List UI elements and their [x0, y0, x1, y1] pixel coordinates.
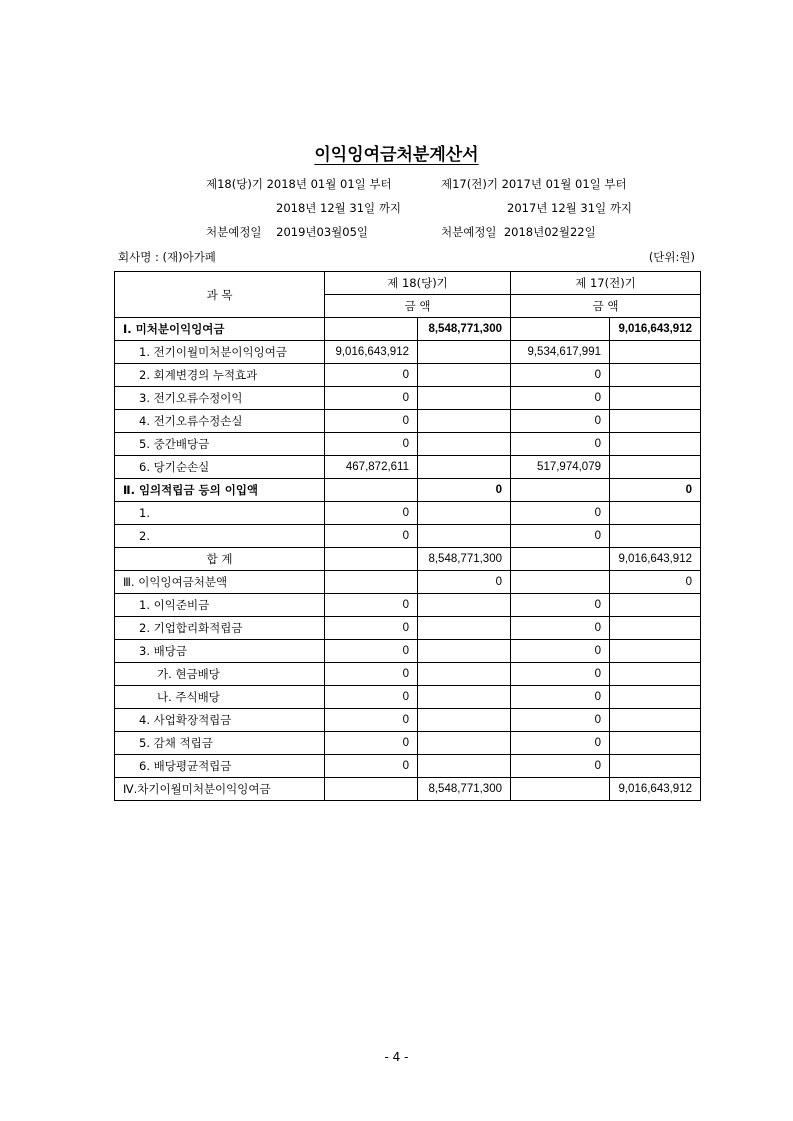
table-row [115, 318, 701, 341]
current-period-start: 제18(당)기 2018년 01월 01일 부터 [206, 177, 392, 191]
statement-table [114, 271, 701, 801]
current-total-amount [418, 525, 511, 548]
row-label: 5. 중간배당금 [115, 433, 325, 456]
current-period-end: 2018년 12월 31일 까지 [276, 201, 402, 215]
page-number: - 4 - [384, 1050, 409, 1064]
prior-total-amount [610, 410, 701, 433]
current-detail-amount: 0 [325, 663, 418, 686]
prior-total-amount [610, 341, 701, 364]
row-label: Ⅰ. 미처분이익잉여금 [115, 318, 325, 341]
prior-total-amount: 0 [610, 571, 701, 594]
table-row [115, 341, 701, 364]
prior-detail-amount: 0 [511, 686, 610, 709]
current-detail-amount: 0 [325, 640, 418, 663]
current-detail-amount [325, 778, 418, 801]
current-total-amount: 0 [418, 479, 511, 502]
table-row [115, 778, 701, 801]
row-label: 6. 배당평균적립금 [115, 755, 325, 778]
table-row [115, 502, 701, 525]
prior-disposal-date: 처분예정일 2018년02월22일 [441, 225, 596, 239]
table-row [115, 410, 701, 433]
row-label: 나. 주식배당 [115, 686, 325, 709]
table-row [115, 479, 701, 502]
prior-detail-amount: 0 [511, 709, 610, 732]
current-detail-amount: 0 [325, 732, 418, 755]
header-row [115, 272, 701, 295]
row-label: 3. 배당금 [115, 640, 325, 663]
prior-total-amount: 9,016,643,912 [610, 318, 701, 341]
prior-detail-amount: 0 [511, 502, 610, 525]
current-total-amount [418, 341, 511, 364]
prior-detail-amount: 0 [511, 387, 610, 410]
current-detail-amount: 0 [325, 594, 418, 617]
current-total-amount [418, 640, 511, 663]
prior-detail-amount [511, 479, 610, 502]
prior-total-amount [610, 364, 701, 387]
prior-detail-amount: 0 [511, 663, 610, 686]
current-total-amount: 0 [418, 571, 511, 594]
prior-detail-amount: 517,974,079 [511, 456, 610, 479]
prior-detail-amount: 0 [511, 410, 610, 433]
table-row [115, 755, 701, 778]
company-name: 회사명 : (재)아가페 [118, 250, 216, 264]
current-total-amount [418, 732, 511, 755]
header-prior-period: 제 17(전)기 [511, 272, 701, 295]
current-total-amount: 8,548,771,300 [418, 318, 511, 341]
current-total-amount [418, 387, 511, 410]
row-label: 4. 전기오류수정손실 [115, 410, 325, 433]
row-label: 1. 전기이월미처분이익잉여금 [115, 341, 325, 364]
current-detail-amount: 9,016,643,912 [325, 341, 418, 364]
current-total-amount [418, 709, 511, 732]
current-detail-amount: 0 [325, 433, 418, 456]
row-label: 6. 당기순손실 [115, 456, 325, 479]
prior-total-amount [610, 525, 701, 548]
current-detail-amount [325, 318, 418, 341]
prior-detail-amount: 0 [511, 525, 610, 548]
table-row [115, 686, 701, 709]
row-label: 2. 회계변경의 누적효과 [115, 364, 325, 387]
current-total-amount [418, 456, 511, 479]
prior-total-amount [610, 640, 701, 663]
table-row [115, 571, 701, 594]
current-detail-amount: 0 [325, 502, 418, 525]
table-row [115, 617, 701, 640]
prior-period-start: 제17(전)기 2017년 01월 01일 부터 [441, 177, 627, 191]
current-total-amount [418, 433, 511, 456]
prior-total-amount [610, 686, 701, 709]
prior-total-amount: 0 [610, 479, 701, 502]
table-row [115, 732, 701, 755]
table-row [115, 663, 701, 686]
current-detail-amount: 0 [325, 525, 418, 548]
row-label: Ⅳ.차기이월미처분이익잉여금 [115, 778, 325, 801]
table-row [115, 548, 701, 571]
table-row [115, 709, 701, 732]
row-label: 2. 기업합리화적립금 [115, 617, 325, 640]
header-prior-amount: 금 액 [511, 295, 701, 318]
row-label: 1. [115, 502, 325, 525]
current-total-amount [418, 594, 511, 617]
current-detail-amount: 0 [325, 364, 418, 387]
prior-detail-amount [511, 318, 610, 341]
table-row [115, 594, 701, 617]
prior-detail-amount: 9,534,617,991 [511, 341, 610, 364]
current-total-amount [418, 663, 511, 686]
prior-detail-amount: 0 [511, 755, 610, 778]
prior-total-amount [610, 663, 701, 686]
header-current-period: 제 18(당)기 [325, 272, 511, 295]
prior-total-amount [610, 709, 701, 732]
prior-total-amount [610, 594, 701, 617]
current-detail-amount: 0 [325, 617, 418, 640]
current-detail-amount: 0 [325, 709, 418, 732]
table-row [115, 364, 701, 387]
header-item: 과 목 [115, 272, 325, 318]
table-row [115, 387, 701, 410]
current-detail-amount: 467,872,611 [325, 456, 418, 479]
prior-detail-amount: 0 [511, 433, 610, 456]
prior-detail-amount [511, 778, 610, 801]
current-detail-amount [325, 571, 418, 594]
prior-detail-amount [511, 548, 610, 571]
prior-detail-amount: 0 [511, 640, 610, 663]
row-label: 1. 이익준비금 [115, 594, 325, 617]
current-total-amount [418, 502, 511, 525]
prior-detail-amount: 0 [511, 617, 610, 640]
row-label: 3. 전기오류수정이익 [115, 387, 325, 410]
prior-total-amount [610, 502, 701, 525]
header-current-amount: 금 액 [325, 295, 511, 318]
current-detail-amount [325, 548, 418, 571]
row-label: 2. [115, 525, 325, 548]
current-total-amount [418, 410, 511, 433]
row-label: Ⅱ. 임의적립금 등의 이입액 [115, 479, 325, 502]
prior-total-amount [610, 755, 701, 778]
table-row [115, 525, 701, 548]
current-total-amount [418, 755, 511, 778]
row-label: Ⅲ. 이익잉여금처분액 [115, 571, 325, 594]
prior-total-amount [610, 456, 701, 479]
current-total-amount [418, 617, 511, 640]
current-detail-amount: 0 [325, 410, 418, 433]
current-detail-amount: 0 [325, 387, 418, 410]
current-detail-amount [325, 479, 418, 502]
prior-total-amount: 9,016,643,912 [610, 778, 701, 801]
prior-total-amount: 9,016,643,912 [610, 548, 701, 571]
row-label: 가. 현금배당 [115, 663, 325, 686]
unit-label: (단위:원) [648, 250, 695, 264]
table-row [115, 456, 701, 479]
prior-total-amount [610, 387, 701, 410]
row-label: 5. 감채 적립금 [115, 732, 325, 755]
prior-detail-amount: 0 [511, 364, 610, 387]
prior-period-end: 2017년 12월 31일 까지 [507, 201, 633, 215]
prior-total-amount [610, 617, 701, 640]
current-total-amount: 8,548,771,300 [418, 548, 511, 571]
document-title: 이익잉여금처분계산서 [314, 145, 479, 165]
current-disposal-date: 처분예정일 2019년03월05일 [206, 225, 369, 239]
current-detail-amount: 0 [325, 755, 418, 778]
current-total-amount [418, 364, 511, 387]
row-label: 합 계 [115, 548, 325, 571]
current-detail-amount: 0 [325, 686, 418, 709]
current-total-amount [418, 686, 511, 709]
prior-detail-amount [511, 571, 610, 594]
table-row [115, 433, 701, 456]
row-label: 4. 사업확장적립금 [115, 709, 325, 732]
prior-detail-amount: 0 [511, 732, 610, 755]
prior-total-amount [610, 433, 701, 456]
prior-detail-amount: 0 [511, 594, 610, 617]
current-total-amount: 8,548,771,300 [418, 778, 511, 801]
prior-total-amount [610, 732, 701, 755]
table-row [115, 640, 701, 663]
